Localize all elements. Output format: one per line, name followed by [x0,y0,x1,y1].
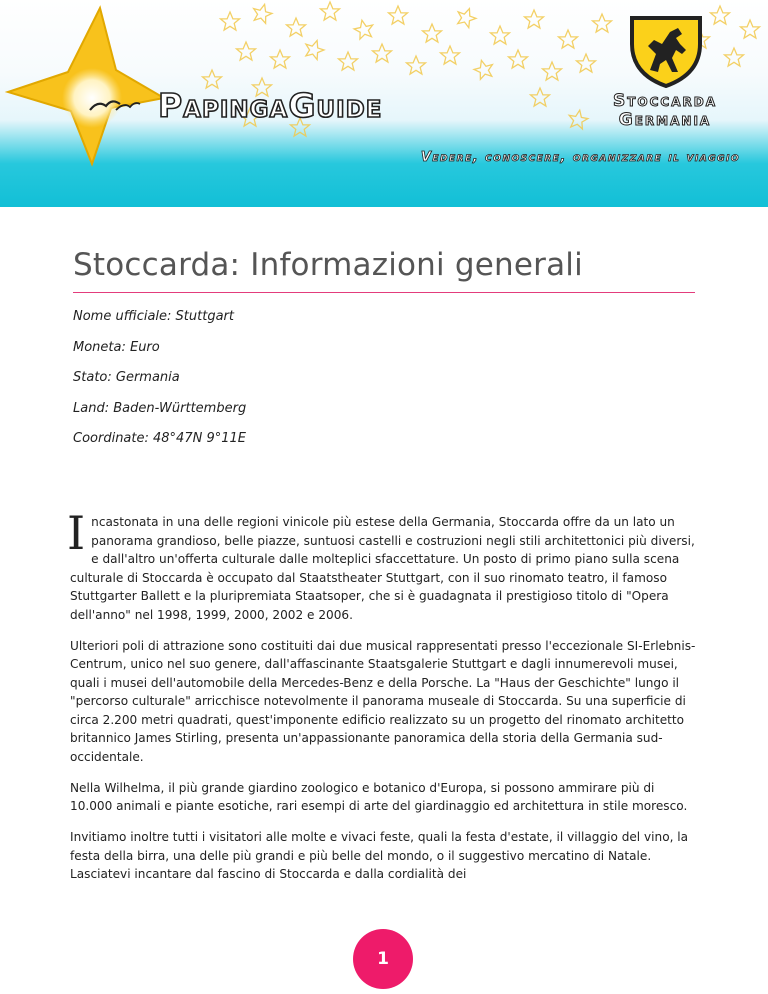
fact-currency: Moneta: Euro [73,339,160,355]
fact-country: Stato: Germania [73,370,180,385]
body-text [67,506,698,896]
paragraph-2: Ulteriori poli di attrazione sono costituiti dai due musical rappresentati presso l'eccezionale SI-Erlebnis-Centrum, unico nel suo genere, dall'affascinante Staatsgalerie Stuttgart e dagli innumerevoli musei, quali i musei dell'automobile della Mercedes-Benz e della Porsche. La "Haus der Geschichte" lungo il "percorso culturale" arricchisce notevolmente il panorama museale di Stoccarda. Su una superficie di circa 2.200 metri quadrati, quest'imponente edificio realizzato su un progetto del rinomato architetto britannico James Stirling, presenta un'appassionante panoramica della storia della Germania sud-occidentale. [70,638,696,764]
paragraph-1 [67,506,698,624]
drop-cap: I [67,506,86,560]
header-banner [0,0,768,207]
paragraph-4: Invitiamo inoltre tutti i visitatori alle molte e vivaci feste, quali la festa d'estate, il villaggio del vino, la festa della birra, una delle più grandi e più belle del mondo, o il suggestivo mercatino di Natale. Lasciatevi incantare dal fascino di Stoccarda e dalla cordialità dei [70,830,689,881]
stuttgart-crest-icon [626,14,706,88]
city-line-2: Germania [618,110,712,130]
brand-name: PapingaGuide [158,86,383,125]
seagull-icon [88,94,142,116]
paragraph-1-text: ncastonata in una delle regioni vinicole più estese della Germania, Stoccarda offre da un lato un panorama grandioso, belle piazze, suntuosi castelli e costruzioni negli stili architettonici più diversi, e dall'altro un'offerta culturale dalle molteplici sfaccettature. Un posto di primo piano sulla scena culturale di Stoccarda è occupato dal Staatstheater Stuttgart, con il suo rinomato teatro, il famoso Stuttgarter Ballett e la pluripremiata Staatsoper, che si è guadagnata il prestigioso titolo di "Opera dell'anno" nel 1998, 1999, 2000, 2002 e 2006. [70,515,695,622]
city-name [570,92,760,130]
facts-list [73,309,246,462]
paragraph-3: Nella Wilhelma, il più grande giardino zoologico e botanico d'Europa, si possono ammirare più di 10.000 animali e piante esotiche, rari esempi di arte del giardinaggio ed architettura in stile moresco. [70,780,688,813]
city-line-1: Stoccarda [612,91,718,111]
tagline: Vedere, conoscere, organizzare il viaggio [420,150,740,165]
page-number-badge: 1 [353,929,413,989]
title-divider [73,292,695,293]
page-title: Stoccarda: Informazioni generali [73,247,583,283]
star-logo-icon [0,0,170,170]
fact-coordinates: Coordinate: 48°47N 9°11E [73,431,246,446]
fact-state: Land: Baden-Württemberg [73,400,247,416]
fact-official-name: Nome ufficiale: Stuttgart [73,309,234,324]
